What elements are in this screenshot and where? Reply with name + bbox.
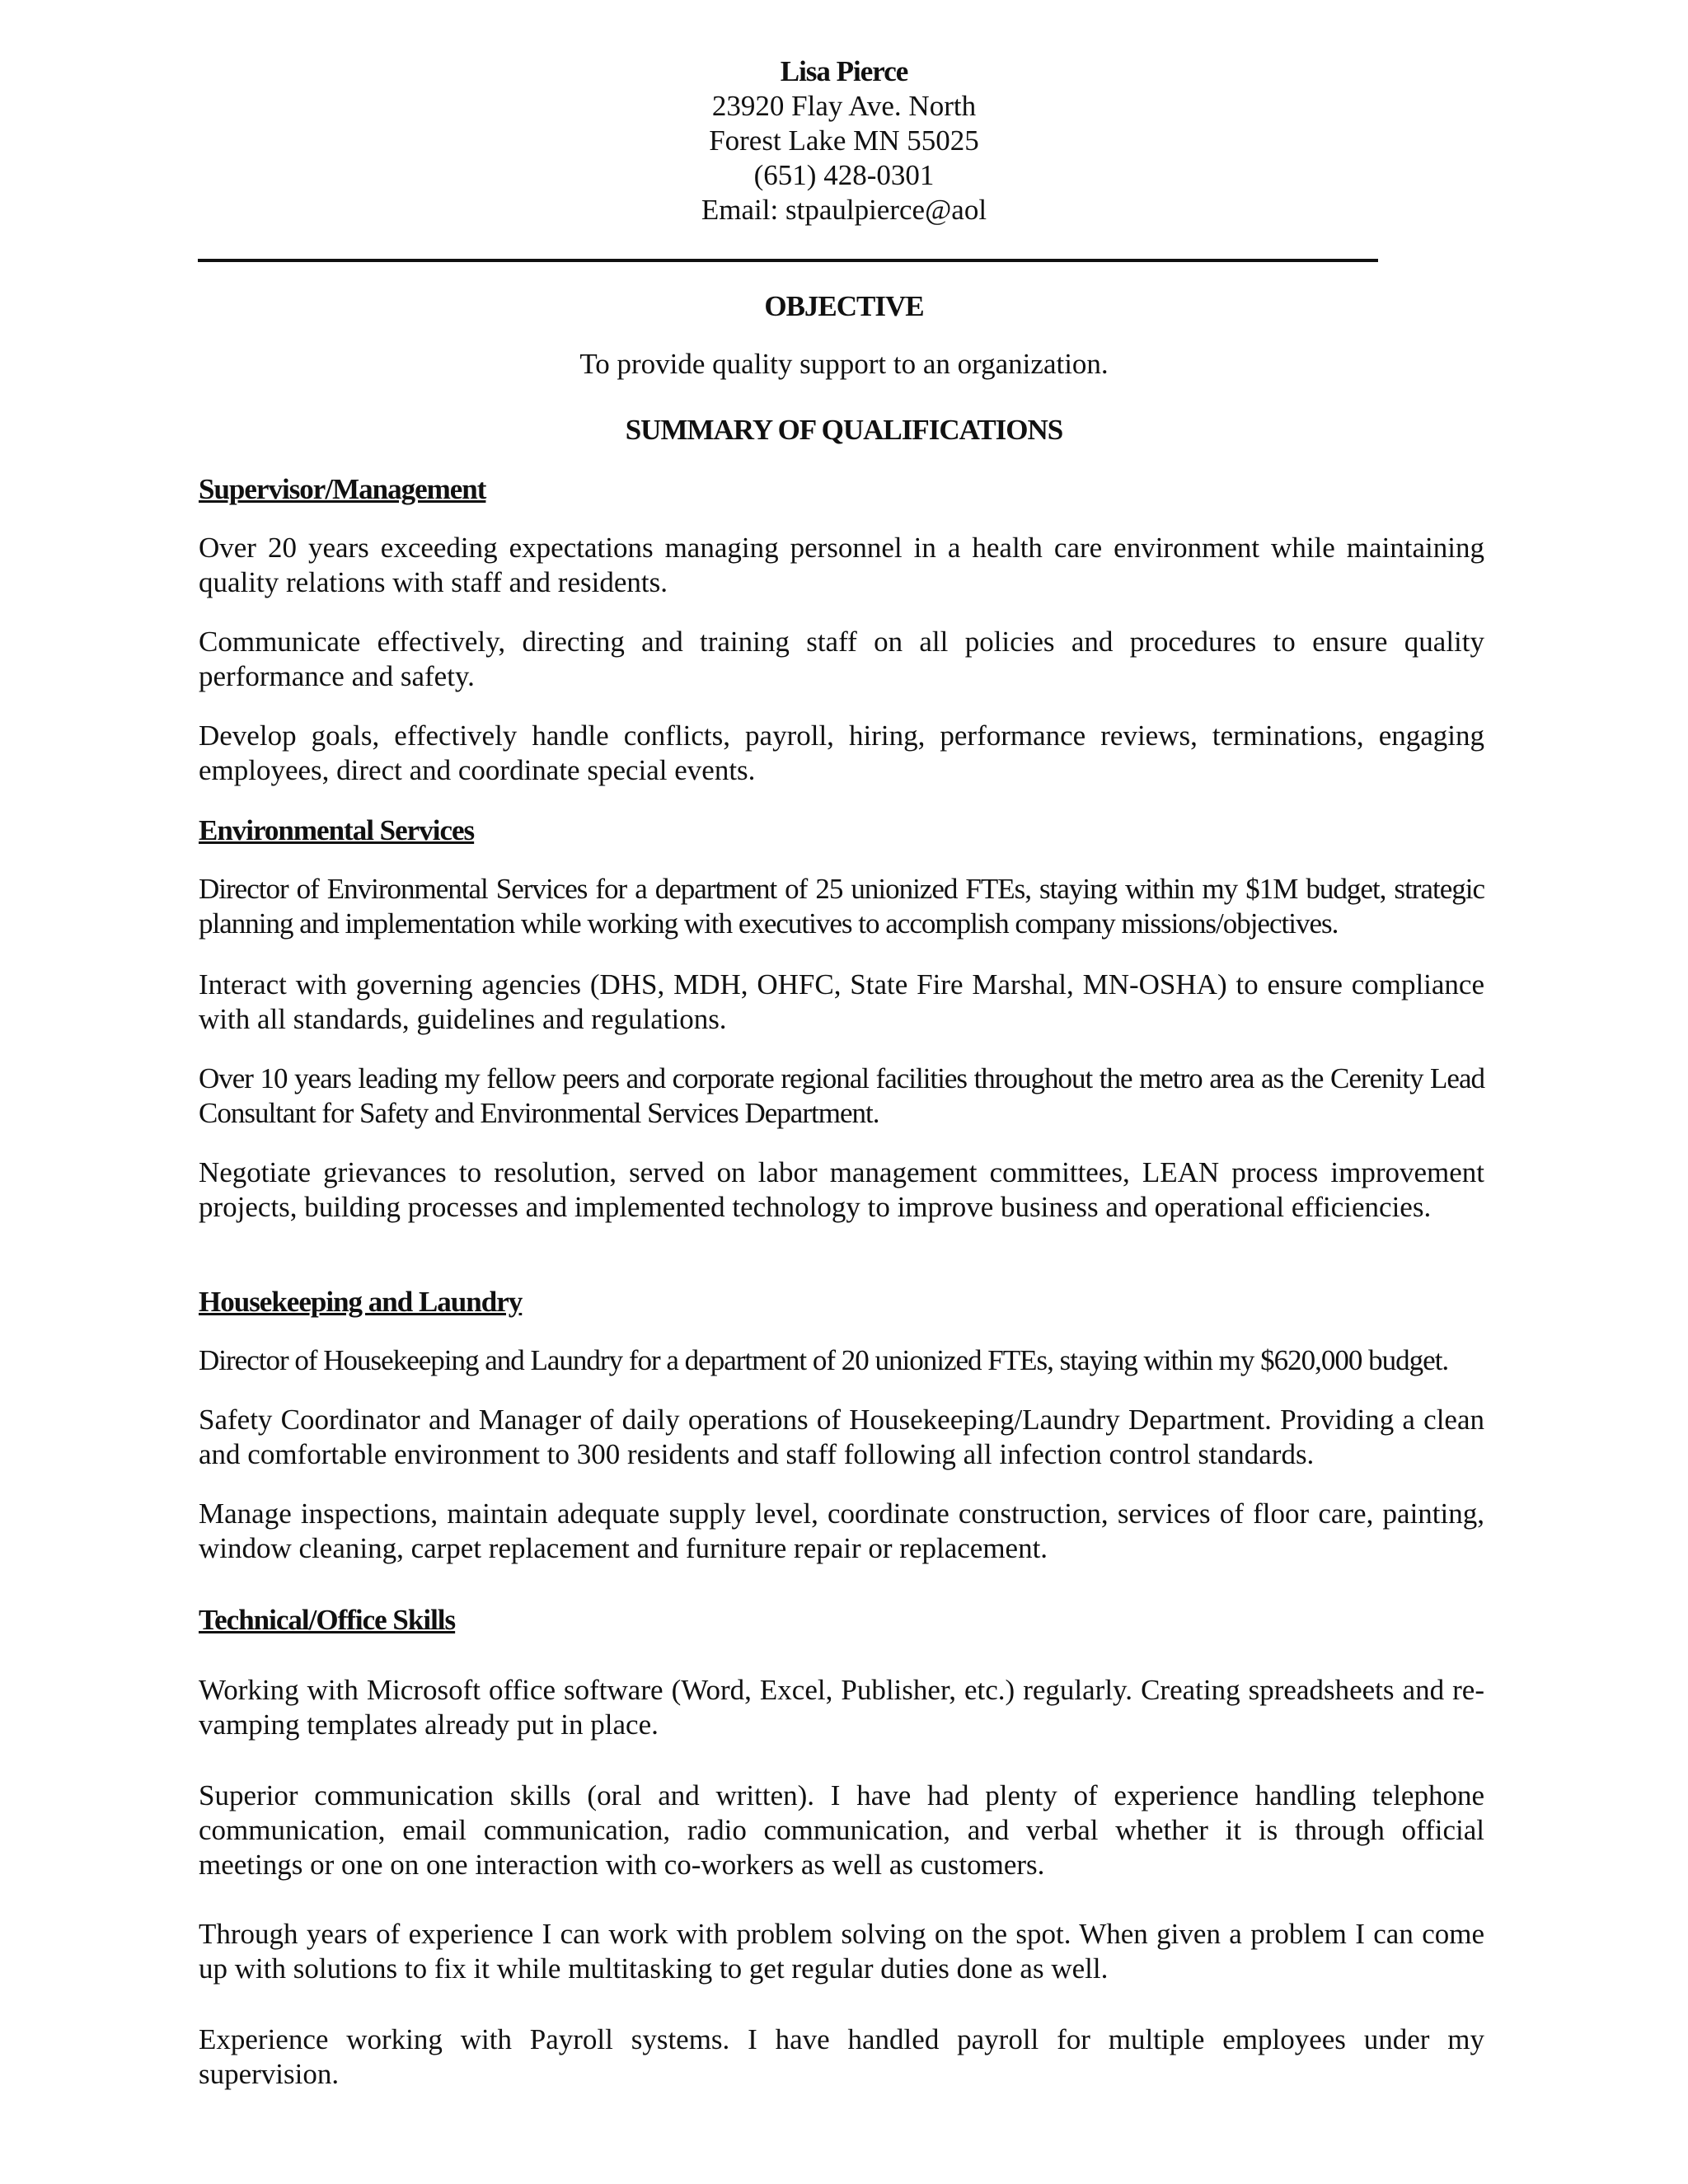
paragraph: Director of Housekeeping and Laundry for a department of 20 unionized FTEs, staying within my $620,000 budget. [199,1344,1449,1376]
email-address: Email: stpaulpierce@aol [701,194,987,226]
paragraph: Superior communication skills (oral and written). I have had plenty of experience handling telephone communication, email communication, radio communication, and verbal whether it is through official meetings or one on one interaction with co-workers as well as customers. [199,1779,1484,1881]
section-heading-environmental: Environmental Services [199,814,475,846]
paragraph: Experience working with Payroll systems. I have handled payroll for multiple employees under my supervision. [199,2023,1484,2090]
paragraph: Safety Coordinator and Manager of daily operations of Housekeeping/Laundry Department. Providing a clean and comfortable environment to 300 residents and staff following all infection control standards. [199,1404,1484,1470]
applicant-name: Lisa Pierce [780,55,908,87]
paragraph: Working with Microsoft office software (Word, Excel, Publisher, etc.) regularly. Creating spreadsheets and re-vamping templates already put in place. [199,1674,1484,1741]
address-line-1: 23920 Flay Ave. North [711,90,977,122]
paragraph: Through years of experience I can work with problem solving on the spot. When given a problem I can come up with solutions to fix it while multitasking to get regular duties done as well. [199,1918,1484,1985]
objective-heading: OBJECTIVE [764,290,924,322]
address-line-2: Forest Lake MN 55025 [709,124,979,157]
paragraph: Negotiate grievances to resolution, served on labor management committees, LEAN process improvement projects, building processes and implemented technology to improve business and operational efficiencies. [199,1156,1484,1223]
contact-header [0,54,1688,227]
paragraph: Over 10 years leading my fellow peers and corporate regional facilities throughout the metro area as the Cerenity Lead Consultant for Safety and Environmental Services Department. [199,1062,1484,1129]
header-divider [198,259,1378,262]
objective-text: To provide quality support to an organization. [579,348,1109,380]
paragraph: Interact with governing agencies (DHS, MDH, OHFC, State Fire Marshal, MN-OSHA) to ensure compliance with all standards, guidelines and regulations. [199,968,1484,1035]
section-heading-housekeeping: Housekeeping and Laundry [199,1286,523,1318]
summary-heading: SUMMARY OF QUALIFICATIONS [625,414,1063,446]
paragraph: Develop goals, effectively handle conflicts, payroll, hiring, performance reviews, terminations, engaging employees, direct and coordinate special events. [199,719,1484,786]
phone-number: (651) 428-0301 [753,159,935,191]
paragraph: Communicate effectively, directing and training staff on all policies and procedures to ensure quality performance and safety. [199,626,1484,692]
paragraph: Manage inspections, maintain adequate supply level, coordinate construction, services of floor care, painting, window cleaning, carpet replacement and furniture repair or replacement. [199,1497,1484,1564]
section-heading-technical: Technical/Office Skills [199,1604,456,1636]
paragraph: Over 20 years exceeding expectations managing personnel in a health care environment while maintaining quality relations with staff and residents. [199,532,1484,598]
section-heading-supervisor: Supervisor/Management [199,473,486,505]
paragraph: Director of Environmental Services for a department of 25 unionized FTEs, staying within my $1M budget, strategic planning and implementation while working with executives to accomplish company missions/objectives. [199,873,1484,940]
